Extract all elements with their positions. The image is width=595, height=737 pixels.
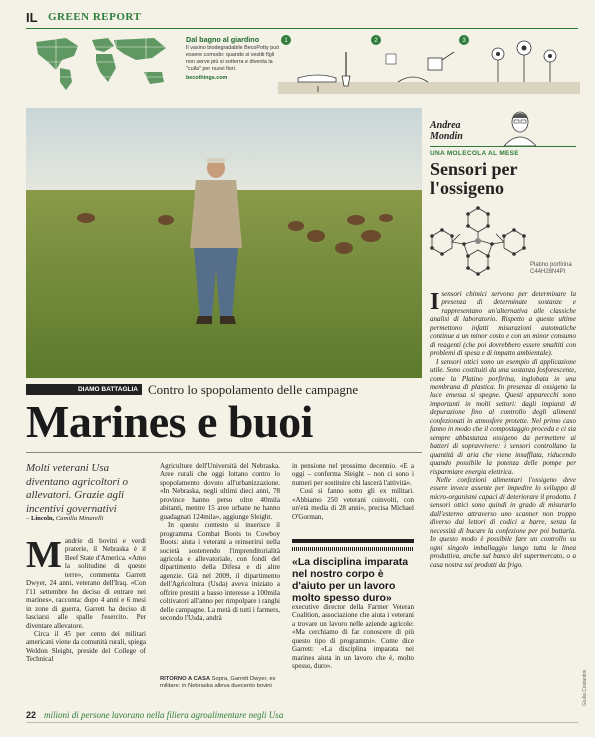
article-paragraph: Così si fanno sotto gli ex militari. «Abbiamo 250 veterani coinvolti, con un'età media di 28 anni», precisa Michael O'Gorman,: [292, 487, 414, 521]
article-column-1: [26, 534, 146, 664]
byline-place: Lincoln,: [30, 515, 55, 522]
molecule-caption: Platino porfirina C44H28N4Pt: [530, 262, 572, 275]
article-paragraph: Circa il 45 per cento dei militari americani viene da comunità rurali, spiega Weldon Sleight, preside del College of Technical: [26, 629, 146, 664]
article-kicker: Contro lo spopolamento delle campagne: [148, 382, 359, 397]
pull-quote-text: «La disciplina imparata nel nostro corpo è d'aiuto per un lavoro molto spesso duro»: [292, 556, 409, 604]
column-body: [430, 290, 576, 569]
article-column-3: [292, 462, 414, 521]
section-header: [26, 10, 578, 29]
article-byline: – Lincoln, Camilla Minarelli: [26, 515, 104, 522]
columnist-last-name: Mondin: [430, 131, 463, 142]
column-dropcap: I: [430, 289, 440, 315]
headline-rule: [26, 452, 422, 453]
column-paragraph: Isensori chimici servono per determinare la presenza di determinate sostanze e rappresentano un'alternativa alle classiche analisi di laboratorio. Rispetto a queste ultime permettono infatti misurazioni automatiche continue a un minor costo e con un minor consumo di reagenti (che poi dovrebbero essere smaltiti con problemi di spesa e di impatto ambientale).: [430, 289, 576, 358]
page-number: 22: [26, 710, 37, 720]
article-column-2: [160, 462, 280, 623]
columnist-portrait: [496, 108, 544, 146]
green-box: [186, 36, 282, 82]
section-title: GREEN REPORT: [48, 11, 142, 23]
columnist-first-name: Andrea: [430, 120, 461, 131]
article-headline: Marines e buoi: [26, 396, 313, 447]
footer-rule: [26, 722, 578, 723]
byline-author: Camilla Minarelli: [55, 515, 104, 522]
article-tag: DIAMO BATTAGLIA: [26, 384, 142, 395]
article-paragraph: Agriculture dell'Università del Nebraska. Aree rurali che oggi lottano contro lo spopolamento dovuto all'urbanizzazione. «In Nebraska, negli ultimi dieci anni, 78 province hanno perso oltre 40mila abitanti, mentre 15 aree urbane ne hanno guadagnati 124mila», aggiunge Sleight.: [160, 462, 280, 521]
caption-text: Sopra, Garrett Dwyer, ex militare: in Nebraska alleva duecento bovini: [160, 676, 276, 689]
article-photo: [26, 108, 422, 378]
article-paragraph: Mandrie di bovini e verdi praterie, il Nebraska è il Beef State d'America. «Amo la solitudine di queste terre», commenta Garrett Dwyer, 24 anni, veterano dell'Iraq. «Con l'11 settembre ho deciso di entrare nei marines», racconta: dopo 4 anni e 6 mesi in zone di guerra, Garrett ha deciso di lasciarsi alle spalle l'esercito. Per diventare allevatore.: [26, 534, 146, 630]
column-paragraph: Nelle confezioni alimentari l'ossigeno deve essere invece assente per impedire lo sviluppo di micro-organismi capaci di deteriorare il prodotto. I sensori ottici sono quindi in grado di misurarlo dall'esterno attraverso uno scanner non troppo diverso dai lettori di codici a barre, senza la necessità di bucare la confezione per poi buttarla. In questo modo è possibile fare un controllo su ogni singolo imballaggio lungo tutta la linea produttiva, anche sul banco del supermercato, o a casa nostra sui prodotti da frigo.: [430, 475, 576, 569]
molecule-diagram: [428, 200, 528, 282]
step-1-number: 1: [284, 38, 288, 44]
article-paragraph: in pensione nel prossimo decennio. «E a oggi – conferma Sleight – non ci sono i numeri per sostituire chi lascerà l'attività».: [292, 462, 414, 487]
columnist-name: [430, 120, 463, 142]
photo-caption: [160, 676, 284, 690]
step-2-number: 2: [374, 38, 378, 44]
column-label: UNA MOLECOLA AL MESE: [430, 146, 576, 157]
green-box-url[interactable]: becothings.com: [186, 75, 228, 81]
article-standfirst: Molti veterani Usa diventano agricoltori o allevatori. Grazie agli incentivi governativi: [26, 462, 129, 515]
article-paragraph: In questo contesto si inserisce il programma Combat Boots to Cowboy Boots: aiuta i veterani a reinserirsi nella società sostenendo l'imprenditorialità agricola e allevatoriale, con fondi del dipartimento della Difesa e di altre agenzie. Già nel 2009, il dipartimento dell'Agricoltura (Usda) aveva iniziato a offrire prestiti a basso interesse a 100mila coltivatori all'anno per rimpolpare i ranghi delle campagne. La metà di tutti i farmers, secondo l'Usda, andrà: [160, 521, 280, 623]
potty-steps-illustration: [278, 32, 580, 94]
caption-lead: RITORNO A CASA: [160, 676, 211, 682]
article-column-3-continued: [292, 603, 414, 671]
pull-quote-rule: [292, 547, 414, 551]
article-paragraph: executive director della Farmer Veteran Coalition, associazione che aiuta i veterani a trovare un lavoro nelle aziende agricole: «Ma cerchiamo di far conoscere di più questo tipo di programmi». Come dice Garrett: «La disciplina imparata nei marines aiuta in un lavoro che è, molto spesso, duro».: [292, 603, 414, 671]
world-map-graphic: [26, 32, 176, 92]
pull-quote: [292, 539, 414, 604]
step-3-number: 3: [462, 38, 466, 44]
column-paragraph: I sensori ottici sono un esempio di applicazione utile. Sono costituiti da una sostanza fosforescente, come la Platino porfirina, inglobata in una membrana di plastica. In presenza di ossigeno la luce emessa si spegne. Questi apparecchi sono importanti in molti settori: dagli impianti di depurazione fino al controllo degli alimenti confezionati in atmosfere protette. Nel primo caso fanno in modo che il compostaggio proceda e ci sia sempre abbastanza ossigeno da permettere ai batteri di sopravvivere: i sensori controllano la quantità di aria che viene insufflata, riducendo quando possibile la potenza delle pompe per risparmiare energia elettrica.: [430, 357, 576, 476]
green-box-title: Dal bagno al giardino: [186, 35, 260, 44]
article-dropcap: M: [26, 534, 62, 576]
footer-fact: milioni di persone lavorano nella filiera agroalimentare negli Usa: [44, 710, 284, 720]
green-box-text: Il vasino biodegradabile BecoPotty può essere comodo: quando si vestiti figli non serve più si sotterra e diventa la "culla" per nuovi fiori.: [186, 45, 280, 72]
column-title: Sensori per l'ossigeno: [430, 159, 518, 198]
photo-credit: Giulia Costantini: [582, 669, 588, 706]
magazine-logo: IL: [26, 10, 38, 25]
